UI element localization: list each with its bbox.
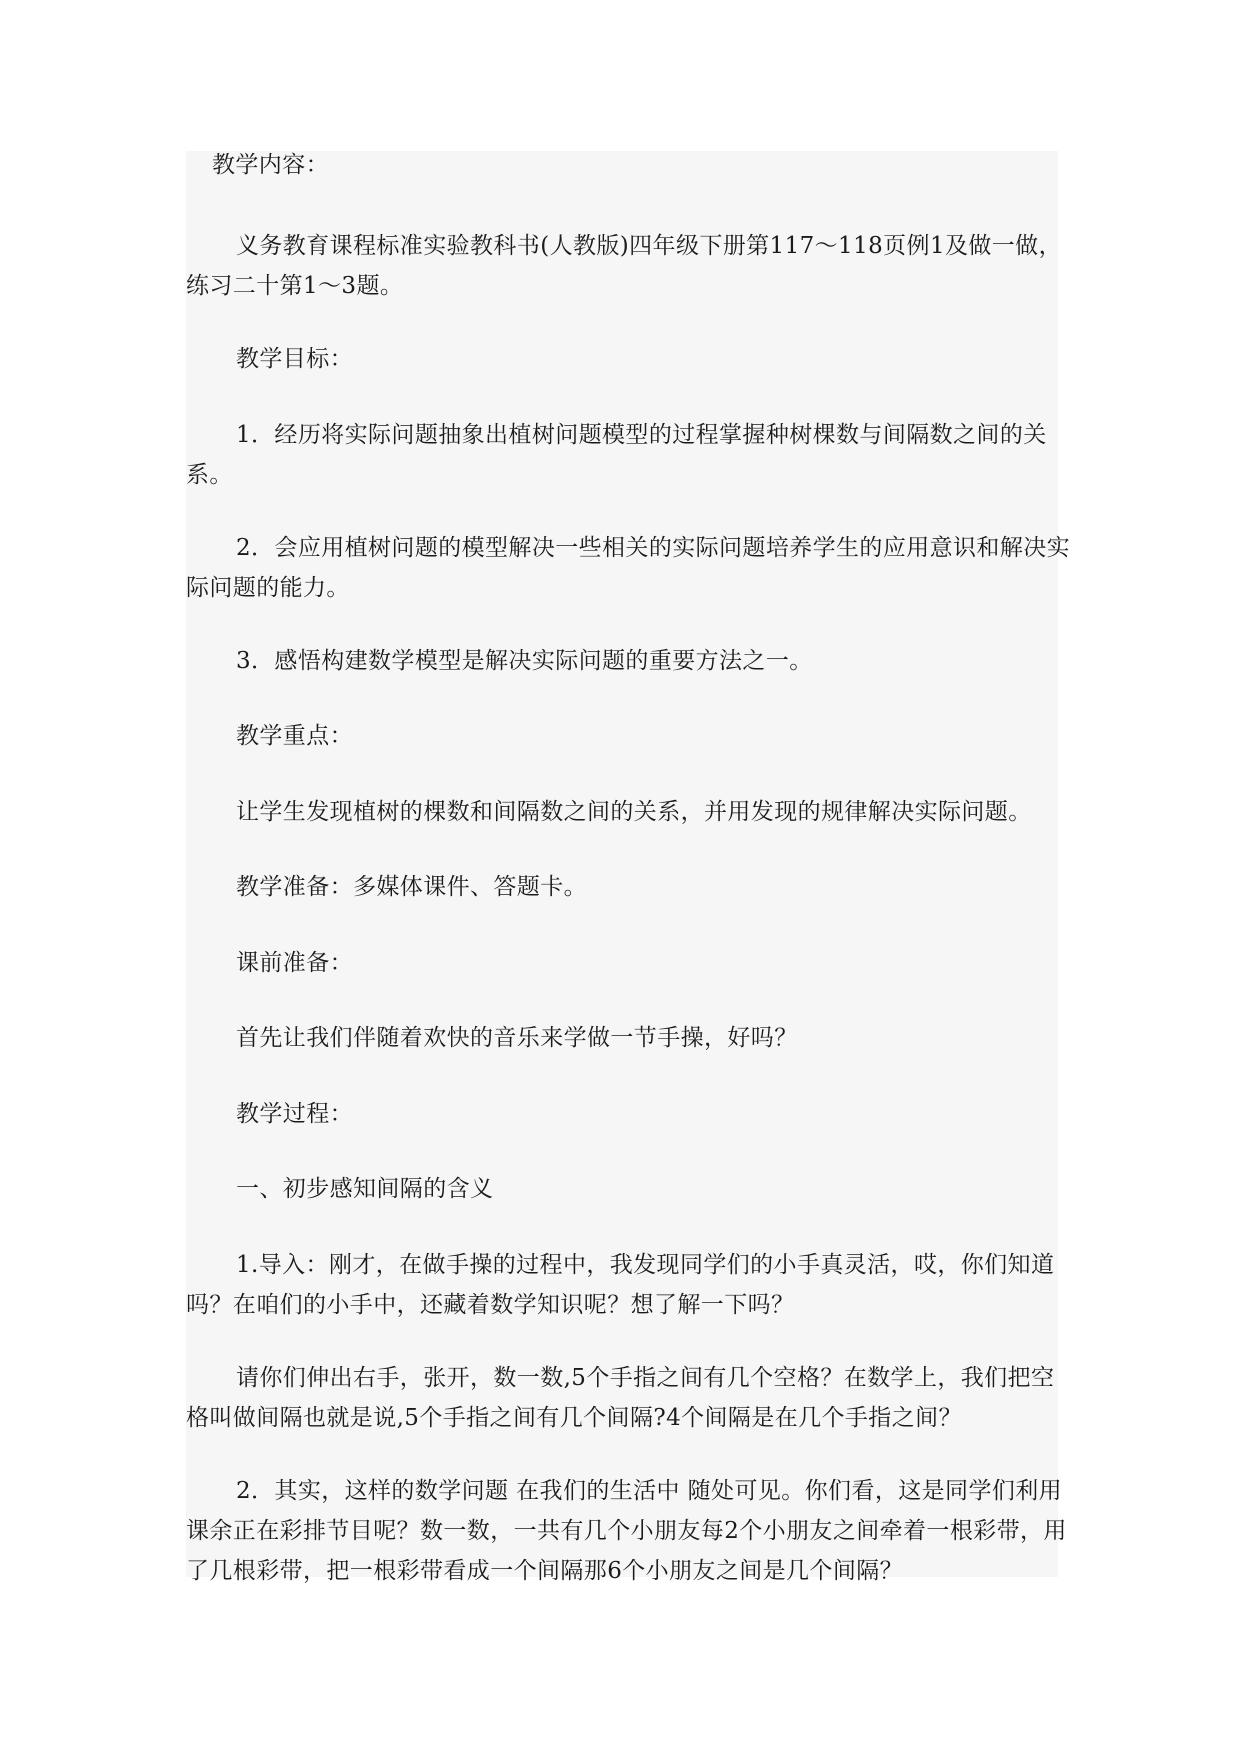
key-points-paragraph: 让学生发现植树的棵数和间隔数之间的关系，并用发现的规律解决实际问题。 bbox=[236, 799, 1032, 825]
process-step-heading: 一、初步感知间隔的含义 bbox=[236, 1176, 494, 1202]
section-heading-objectives: 教学目标： bbox=[236, 346, 353, 372]
section-heading-pre-class: 课前准备： bbox=[236, 950, 353, 976]
process-paragraph-1: 1.导入：刚才，在做手操的过程中，我发现同学们的小手真灵活，哎，你们知道吗？在咱们的小手中，还藏着数学知识呢？想了解一下吗？ bbox=[186, 1252, 1055, 1318]
objective-1: 1．经历将实际问题抽象出植树问题模型的过程掌握种树棵数与间隔数之间的关系。 bbox=[186, 422, 1047, 488]
section-heading-process: 教学过程： bbox=[236, 1101, 353, 1127]
process-paragraph-2: 请你们伸出右手，张开，数一数,5个手指之间有几个空格？在数学上，我们把空格叫做间隔也就是说,5个手指之间有几个间隔?4个间隔是在几个手指之间？ bbox=[186, 1365, 1055, 1431]
objective-2: 2．会应用植树问题的模型解决一些相关的实际问题培养学生的应用意识和解决实际问题的能力。 bbox=[186, 535, 1071, 601]
objective-3: 3．感悟构建数学模型是解决实际问题的重要方法之一。 bbox=[236, 648, 813, 674]
content-paragraph: 义务教育课程标准实验教科书(人教版)四年级下册第117～118页例1及做一做，练习二十第1～3题。 bbox=[186, 233, 1062, 299]
section-heading-content: 教学内容： bbox=[212, 152, 329, 178]
pre-class-paragraph: 首先让我们伴随着欢快的音乐来学做一节手操，好吗？ bbox=[236, 1025, 798, 1051]
teaching-preparation: 教学准备：多媒体课件、答题卡。 bbox=[236, 874, 587, 900]
process-paragraph-3: 2．其实，这样的数学问题 在我们的生活中 随处可见。你们看，这是同学们利用课余正在彩排节目呢？数一数，一共有几个小朋友每2个小朋友之间牵着一根彩带，用了几根彩带，把一根彩带看成一个间隔那6个小朋友之间是几个间隔？ bbox=[186, 1478, 1067, 1584]
section-heading-key-points: 教学重点： bbox=[236, 723, 353, 749]
